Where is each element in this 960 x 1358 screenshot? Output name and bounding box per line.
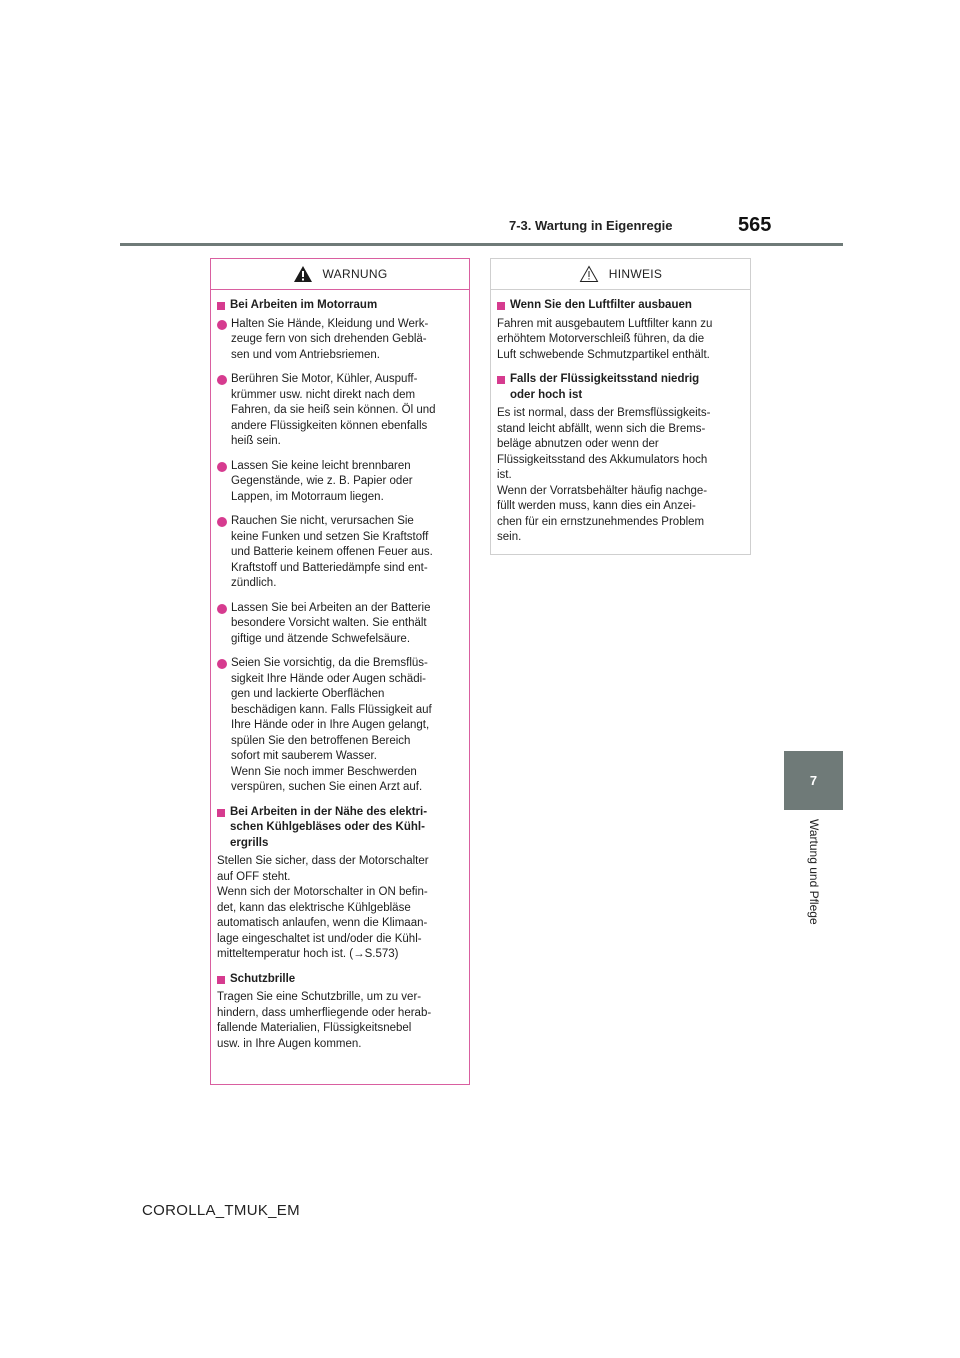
chapter-label: Wartung und Pflege — [807, 819, 821, 925]
warning-paragraph-goggles: Tragen Sie eine Schutzbrille, um zu ver- hindern, dass umherfliegende oder herab- fallende Materialien, Flüssigkeitsnebel usw. in Ihre Augen kommen. — [217, 991, 432, 1050]
warning-box-body — [211, 290, 469, 1052]
round-bullet-icon — [217, 320, 227, 330]
note-heading-fluid-level: Falls der Flüssigkeitsstand niedrig oder hoch ist — [497, 372, 743, 403]
note-paragraph-air-filter: Fahren mit ausgebautem Luftfilter kann zu erhöhtem Motorverschleiß führen, da die Luft schwebende Schmutzpartikel enthält. — [497, 317, 713, 361]
note-paragraph-fluid-level: Es ist normal, dass der Bremsflüssigkeits- stand leicht abfällt, wenn sich die Brems- beläge abnutzen oder wenn der Flüssigkeitsstand des Akkumulators hoch ist. Wenn der Vorratsbehälter häufig nachge- füllt werden muss, kann dies ein Anzei- chen für ein ernstzunehmendes Problem sein. — [497, 407, 711, 543]
round-bullet-icon — [217, 604, 227, 614]
header-rule — [120, 243, 843, 246]
section-header: 7-3. Wartung in Eigenregie — [509, 218, 673, 233]
warning-box-header — [211, 259, 469, 290]
list-item: Berühren Sie Motor, Kühler, Auspuff- krümmer usw. nicht direkt nach dem Fahren, da sie heiß sein können. Öl und andere Flüssigkeiten können ebenfalls heiß sein. — [217, 372, 462, 450]
note-box-header — [491, 259, 750, 290]
list-item: Rauchen Sie nicht, verursachen Sie keine Funken und setzen Sie Kraftstoff und Batterie keinem offenen Feuer aus. Kraftstoff und Batteriedämpfe sind ent- zündlich. — [217, 514, 462, 592]
warning-box-title: WARNUNG — [322, 267, 388, 281]
note-box-title: HINWEIS — [608, 267, 663, 281]
warning-heading-cooling-fan: Bei Arbeiten in der Nähe des elektri- schen Kühlgebläses oder des Kühl- ergrills — [217, 805, 462, 852]
list-item: Lassen Sie bei Arbeiten an der Batterie besondere Vorsicht walten. Sie enthält giftige und ätzende Schwefelsäure. — [217, 601, 462, 648]
list-item: Seien Sie vorsichtig, da die Bremsflüs- sigkeit Ihre Hände oder Augen schädi- gen und lackierte Oberflächen beschädigen kann. Falls Flüssigkeit auf Ihre Hände oder in Ihre Augen gelangt, spülen Sie den betroffenen Bereich sofort mit sauberem Wasser. Wenn Sie noch immer Beschwerden verspüren, suchen Sie einen Arzt auf. — [217, 656, 462, 796]
warning-box — [210, 258, 470, 1085]
page-number: 565 — [738, 214, 772, 236]
round-bullet-icon — [217, 375, 227, 385]
round-bullet-icon — [217, 517, 227, 527]
list-item: Halten Sie Hände, Kleidung und Werk- zeuge fern von sich drehenden Geblä- sen und vom Antriebsriemen. — [217, 317, 462, 364]
square-bullet-icon — [217, 302, 225, 310]
warning-triangle-icon — [293, 265, 313, 283]
round-bullet-icon — [217, 462, 227, 472]
square-bullet-icon — [217, 976, 225, 984]
warning-heading-engine-bay: Bei Arbeiten im Motorraum — [217, 298, 462, 314]
round-bullet-icon — [217, 659, 227, 669]
warning-heading-goggles: Schutzbrille — [217, 972, 462, 988]
warning-paragraph-cooling-fan: Stellen Sie sicher, dass der Motorschalter auf OFF steht. Wenn sich der Motorschalter in ON befin- det, kann das elektrische Kühlgebläse automatisch anlaufen, wenn die Klimaan- lage eingeschaltet ist und/oder die Kühl- mitteltemperatur hoch ist. (→S.573) — [217, 855, 429, 960]
square-bullet-icon — [217, 809, 225, 817]
list-item: Lassen Sie keine leicht brennbaren Gegenstände, wie z. B. Papier oder Lappen, im Motorraum liegen. — [217, 459, 462, 506]
document-id: COROLLA_TMUK_EM — [142, 1202, 300, 1219]
chapter-tab: 7 — [784, 751, 843, 810]
note-box-body — [491, 290, 750, 546]
caution-triangle-icon — [579, 265, 599, 283]
note-box — [490, 258, 751, 555]
square-bullet-icon — [497, 302, 505, 310]
note-heading-air-filter: Wenn Sie den Luftfilter ausbauen — [497, 298, 743, 314]
square-bullet-icon — [497, 376, 505, 384]
